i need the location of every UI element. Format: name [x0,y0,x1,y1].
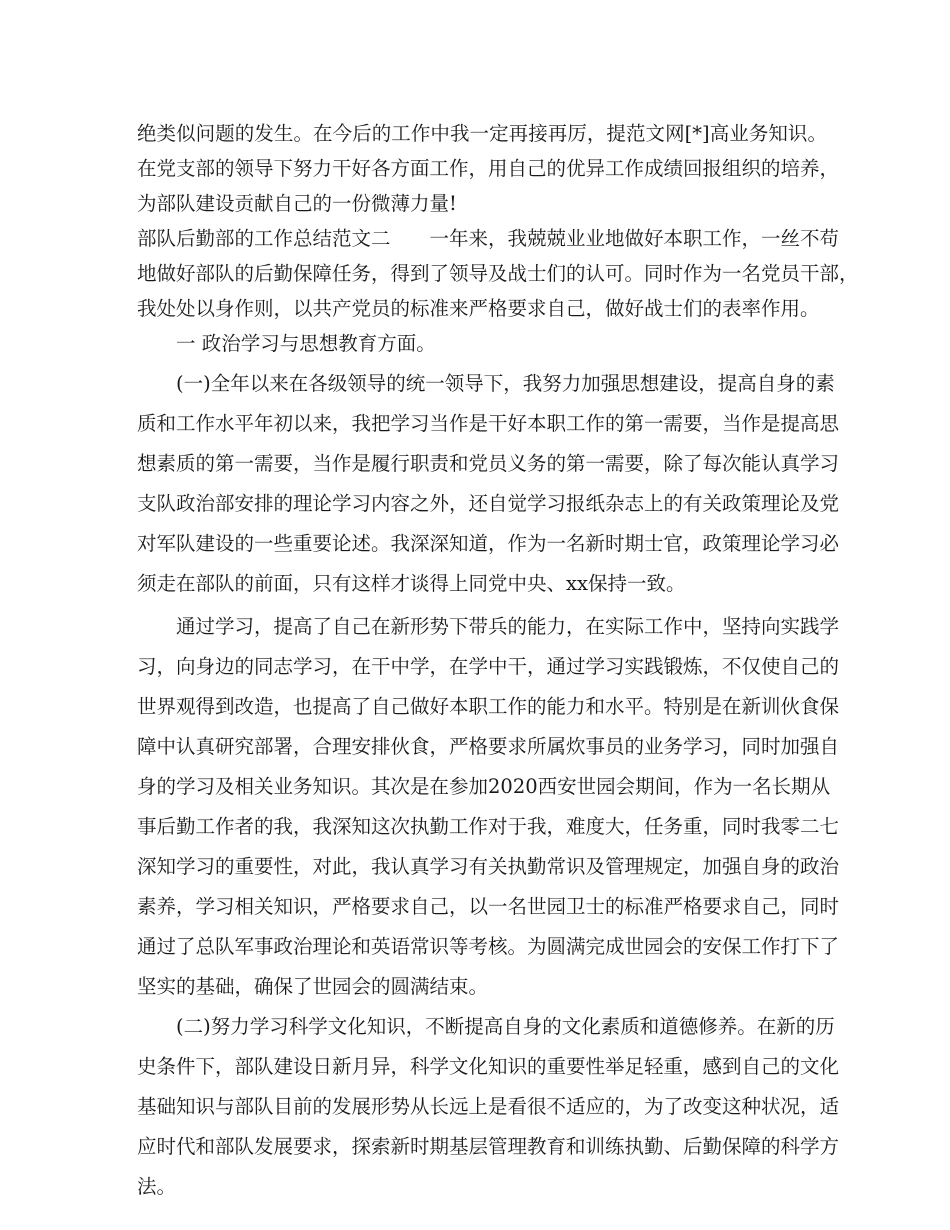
text-line: 想素质的第一需要，当作是履行职责和党员义务的第一需要，除了每次能认真学习 [137,452,840,475]
text-line: 习，向身边的同志学习，在干中学，在学中干，通过学习实践锻炼，不仅使自己的 [137,655,840,678]
text-line: 质和工作水平年初以来，我把学习当作是干好本职工作的第一需要，当作是提高思 [137,412,840,435]
text-line: 世界观得到改造，也提高了自己做好本职工作的能力和水平。特别是在新训伙食保 [137,695,840,718]
text-line: 通过了总队军事政治理论和英语常识等考核。为圆满完成世园会的安保工作打下了 [137,935,840,958]
text-line: 对军队建设的一些重要论述。我深深知道，作为一名新时期士官，政策理论学习必 [137,532,840,555]
text-line: 通过学习，提高了自己在新形势下带兵的能力，在实际工作中，坚持向实践学 [137,615,840,638]
text-line: (二)努力学习科学文化知识，不断提高自身的文化素质和道德修养。在新的历 [137,1015,835,1038]
text-line: 地做好部队的后勤保障任务，得到了领导及战士们的认可。同时作为一名党员干部， [137,262,859,285]
text-line: 在党支部的领导下努力干好各方面工作，用自己的优异工作成绩回报组织的培养， [137,157,840,180]
text-line: (一)全年以来在各级领导的统一领导下，我努力加强思想建设，提高自身的素 [137,372,835,395]
text-line: 绝类似问题的发生。在今后的工作中我一定再接再厉，提范文网[*]高业务知识。 [137,122,827,145]
text-line: 为部队建设贡献自己的一份微薄力量! [137,192,457,215]
text-line: 基础知识与部队目前的发展形势从长远上是看很不适应的，为了改变这种状况，适 [137,1095,840,1118]
text-line: 事后勤工作者的我，我深知这次执勤工作对于我，难度大，任务重，同时我零二七 [137,815,840,838]
text-line: 素养，学习相关知识，严格要求自己，以一名世园卫士的标准严格要求自己，同时 [137,895,840,918]
text-line: 须走在部队的前面，只有这样才谈得上同党中央、xx保持一致。 [137,572,686,595]
text-line: 坚实的基础，确保了世园会的圆满结束。 [137,975,489,998]
text-line: 深知学习的重要性，对此，我认真学习有关执勤常识及管理规定，加强自身的政治 [137,855,840,878]
text-line: 身的学习及相关业务知识。其次是在参加2020西安世园会期间，作为一名长期从 [137,775,831,798]
section-heading-line: 部队后勤部的工作总结范文二 一年来，我兢兢业业地做好本职工作，一丝不苟 [137,227,840,250]
text-line: 障中认真研究部署，合理安排伙食，严格要求所属炊事员的业务学习，同时加强自 [137,735,840,758]
subheading-line: 一 政治学习与思想教育方面。 [137,332,436,355]
text-line: 支队政治部安排的理论学习内容之外，还自觉学习报纸杂志上的有关政策理论及党 [137,492,840,515]
text-line: 史条件下，部队建设日新月异，科学文化知识的重要性举足轻重，感到自己的文化 [137,1055,840,1078]
text-line: 应时代和部队发展要求，探索新时期基层管理教育和训练执勤、后勤保障的科学方 [137,1135,840,1158]
document-page [137,118,859,1202]
text-line: 法。 [137,1175,177,1198]
text-line: 我处处以身作则，以共产党员的标准来严格要求自己，做好战士们的表率作用。 [137,297,820,320]
